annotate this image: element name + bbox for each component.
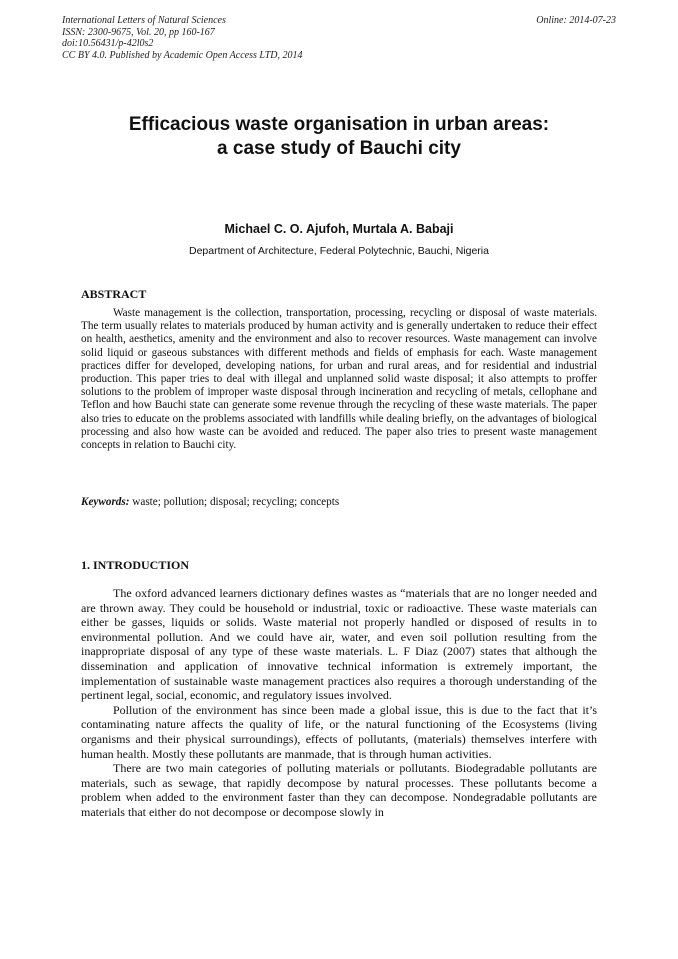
keywords-colon: :	[125, 496, 130, 508]
abstract-heading: ABSTRACT	[81, 287, 147, 301]
journal-name: International Letters of Natural Sciences	[62, 15, 226, 26]
running-header	[62, 15, 616, 61]
paper-title-line-1: Efficacious waste organisation in urban areas:	[128, 114, 550, 135]
introduction-body	[81, 586, 597, 820]
paper-title	[60, 113, 618, 161]
abstract-text: Waste management is the collection, transportation, processing, recycling or disposal of waste materials. The term usually relates to materials produced by human activity and is generally undertaken to reduce their effect on health, aesthetics, amenity and the environment and also to recover resources. Waste management can involve solid liquid or gaseous substances with different methods and fields of emphasis for each. Waste management practices differ for developed, developing nations, for urban and rural areas, and for residential and industrial production. This paper tries to deal with illegal and unplanned solid waste disposal; it also attempts to proffer solutions to the problem of improper waste disposal through incineration and recycling of metals, cellophane and Teflon and how Bauchi state can generate some revenue through the recycling of these waste materials. The paper also tries to educate on the problems associated with landfills while dealing briefly, on the advantages of biological processing and also how waste can be avoided and reduced. The paper also tries to present waste management concepts in relation to Bauchi city.	[81, 307, 597, 452]
section-heading-introduction: 1. INTRODUCTION	[81, 558, 190, 572]
affiliation: Department of Architecture, Federal Polytechnic, Bauchi, Nigeria	[189, 245, 489, 257]
authors: Michael C. O. Ajufoh, Murtala A. Babaji	[224, 222, 454, 236]
online-date: Online: 2014-07-23	[536, 15, 616, 26]
paragraph: Pollution of the environment has since been made a global issue, this is due to the fact that it’s contaminating nature affects the quality of life, or the natural functioning of the Ecosystems (living organisms and their physical surroundings), effects of pollutants, (materials) themselves interfere with human health. Mostly these pollutants are manmade, that is through human activities.	[81, 702, 597, 761]
keywords-text: waste; pollution; disposal; recycling; concepts	[132, 496, 340, 508]
keywords-label: Keywords	[81, 496, 126, 508]
paragraph: There are two main categories of polluting materials or pollutants. Biodegradable pollutants are materials, such as sewage, that rapidly decompose by natural processes. These pollutants become a problem when added to the environment faster than they can decompose. Nondegradable pollutants are materials that either do not decompose or decompose slowly in	[81, 761, 597, 819]
paragraph: The oxford advanced learners dictionary defines wastes as “materials that are no longer needed and are thrown away. They could be household or industrial, toxic or radioactive. These waste materials can either be gasses, liquids or solids. Waste material not properly handled or disposed of results in to environmental pollution. And we could have air, water, and even soil pollution resulting from the inappropriate disposal of any type of these waste materials. L. F Diaz (2007) states that although the dissemination and application of innovative technical information is extremely important, the implementation of sustainable waste management practices also requires a thorough understanding of the pertinent legal, social, economic, and regulatory issues involved.	[81, 586, 597, 703]
keywords	[81, 496, 597, 508]
paper-title-line-2: a case study of Bauchi city	[217, 138, 461, 159]
doi-line: doi:10.56431/p-42l0s2	[62, 38, 154, 49]
license-line: CC BY 4.0. Published by Academic Open Access LTD, 2014	[62, 49, 303, 61]
issn-line: ISSN: 2300-9675, Vol. 20, pp 160-167	[62, 26, 215, 38]
